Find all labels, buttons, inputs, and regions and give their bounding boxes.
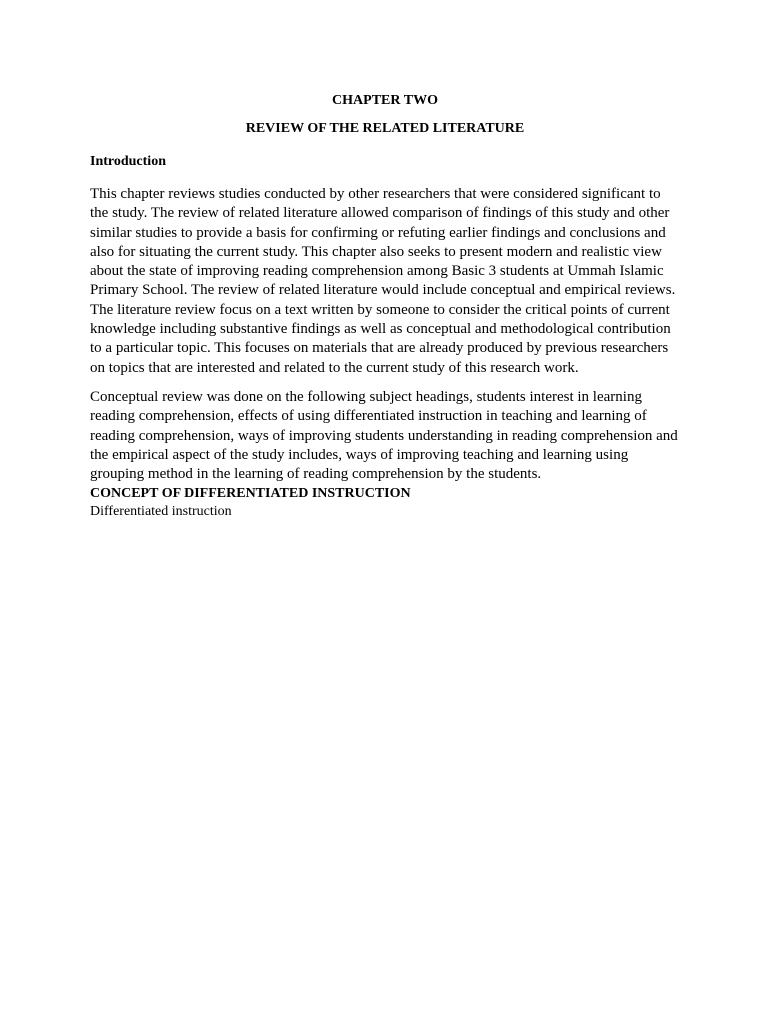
- document-page: [90, 92, 680, 521]
- concept-subtext: Differentiated instruction: [90, 504, 232, 520]
- section-heading-introduction: Introduction: [90, 154, 166, 169]
- intro-paragraph-1: This chapter reviews studies conducted by other researchers that were considered significant to the study. The review of related literature allowed comparison of findings of this study and other similar studies to provide a basis for confirming or refuting earlier findings and conclusions and also for situating the current study. This chapter also seeks to present modern and realistic view about the state of improving reading comprehension among Basic 3 students at Ummah Islamic Primary School. The review of related literature would include conceptual and empirical reviews. The literature review focus on a text written by someone to consider the critical points of current knowledge including substantive findings as well as conceptual and methodological contribution to a particular topic. This focuses on materials that are already produced by previous researchers on topics that are interested and related to the current study of this research work.: [90, 186, 676, 376]
- chapter-subtitle: REVIEW OF THE RELATED LITERATURE: [245, 121, 525, 136]
- chapter-title: CHAPTER TWO: [332, 93, 438, 108]
- intro-paragraph-2: Conceptual review was done on the following subject headings, students interest in learning reading comprehension, effects of using differentiated instruction in teaching and learning of reading comprehension, ways of improving students understanding in reading comprehension and the empirical aspect of the study includes, ways of improving teaching and learning using grouping method in the learning of reading comprehension by the students.: [90, 388, 678, 483]
- concept-heading: CONCEPT OF DIFFERENTIATED INSTRUCTION: [90, 486, 411, 502]
